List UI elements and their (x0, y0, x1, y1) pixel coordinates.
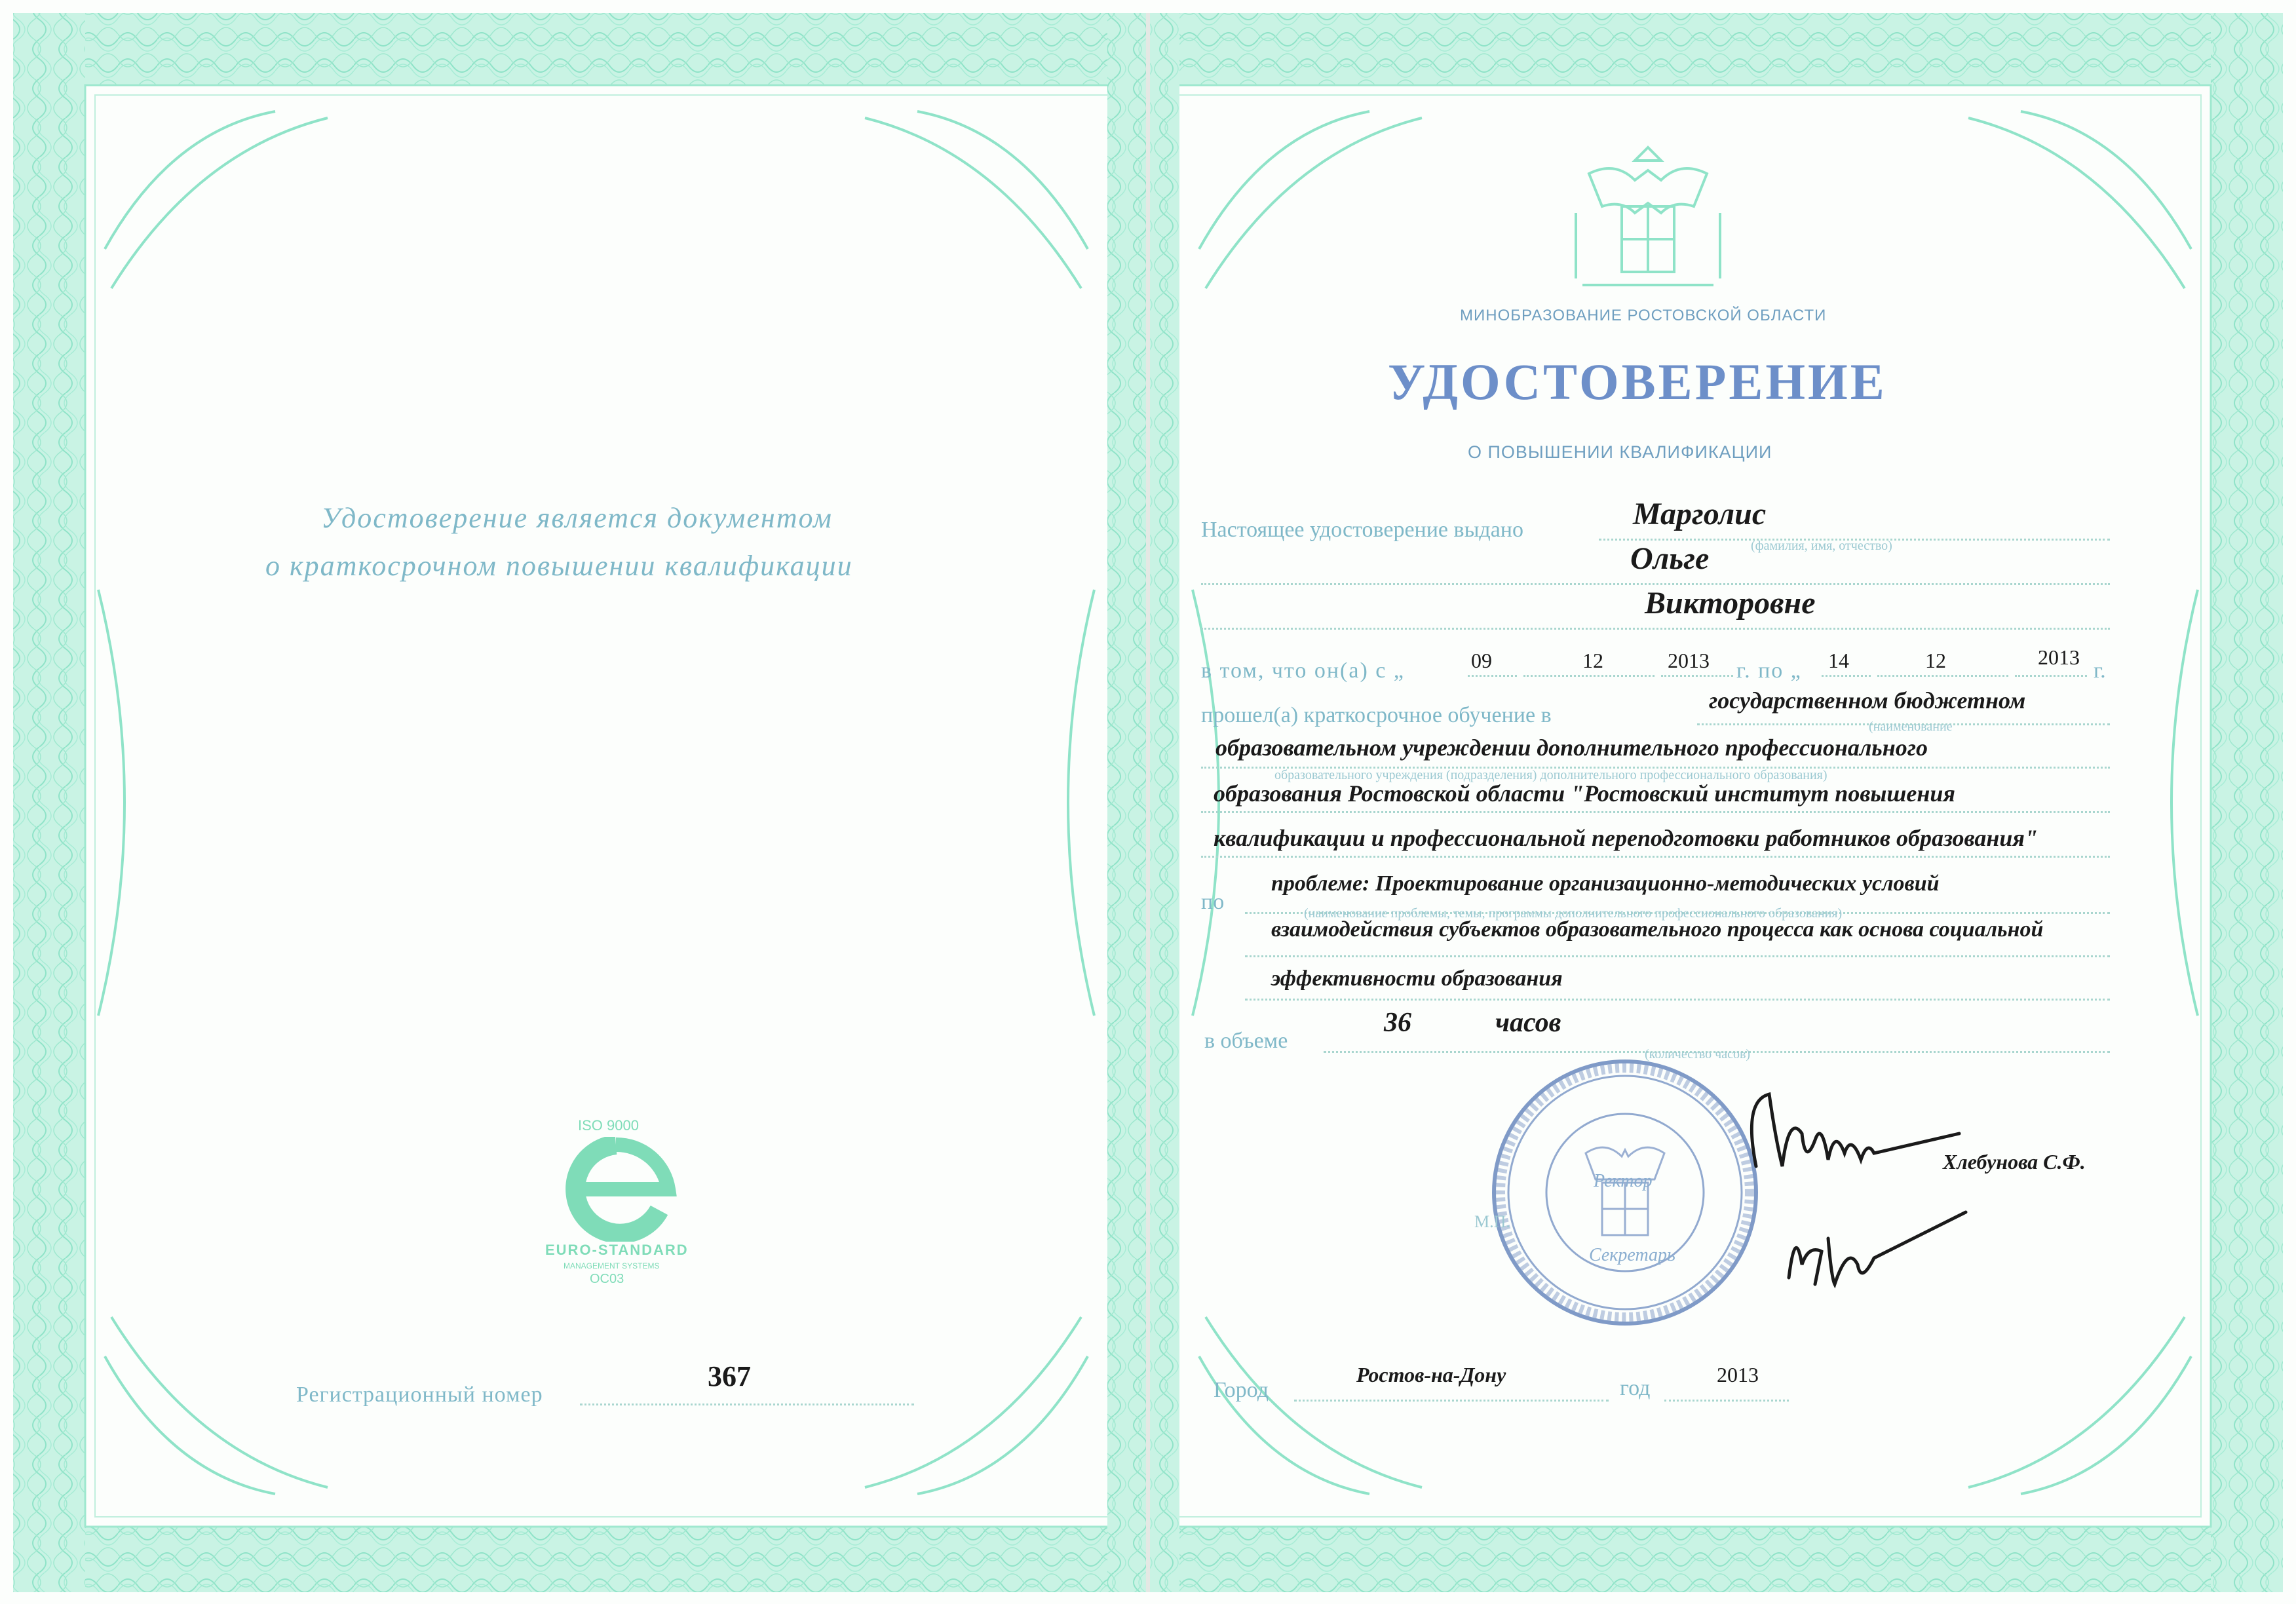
iso-logo (537, 1117, 695, 1301)
secretary-signature (1769, 1199, 1979, 1304)
institution-hint-2: образовательного учреждения (подразделения) дополнительного профессионального образования) (1274, 768, 1827, 782)
institution-line-2: образовательном учреждении дополнительного профессионального (1215, 735, 1928, 761)
volume-label: в объеме (1204, 1029, 1288, 1053)
topic-line-1-text: проблеме: Проектирование организационно-методических условий (1271, 871, 1940, 896)
name-value: Ольге (1630, 541, 1710, 576)
surname-value: Марголис (1633, 497, 1767, 531)
iso-logo-sub: MANAGEMENT SYSTEMS (564, 1261, 660, 1270)
ministry-name: МИНОБРАЗОВАНИЕ РОСТОВСКОЙ ОБЛАСТИ (1460, 307, 1827, 324)
day-from-line (1468, 675, 1517, 677)
topic-line-3-text: эффективности образования (1271, 966, 1563, 991)
iso-logo-top-text: ISO 9000 (578, 1117, 639, 1134)
reg-number-line (580, 1404, 914, 1405)
day-to-line (1822, 675, 1871, 677)
period-from-label: в том, что он(а) с „ (1201, 659, 1405, 683)
euro-standard-e-icon (544, 1137, 688, 1242)
city-label: Город (1214, 1378, 1269, 1402)
document-title: УДОСТОВЕРЕНИЕ (1388, 353, 1887, 410)
rector-name: Хлебунова С.Ф. (1943, 1150, 2086, 1174)
year-from: 2013 (1668, 649, 1710, 672)
city-value: Ростов-на-Дону (1356, 1363, 1506, 1386)
institution-line-4: квалификации и профессиональной переподготовки работников образования" (1214, 825, 2038, 851)
day-from: 09 (1471, 649, 1492, 672)
institution-line-3: образования Ростовской области "Ростовский институт повышения (1214, 780, 1955, 807)
year-to: 2013 (2038, 645, 2080, 669)
left-tagline-line-2: о краткосрочном повышении квалификации (265, 550, 853, 582)
year-label: год (1620, 1376, 1651, 1400)
year-to-line (2015, 675, 2087, 677)
month-from: 12 (1582, 649, 1603, 672)
year-from-line (1661, 675, 1733, 677)
left-tagline-line-1: Удостоверение является документом (321, 502, 833, 534)
month-to-line (1877, 675, 2008, 677)
rector-signature (1730, 1075, 1979, 1206)
issued-label: Настоящее удостоверение выдано (1201, 518, 1524, 542)
patronymic-value: Викторовне (1645, 586, 1816, 621)
day-to: 14 (1828, 649, 1849, 672)
hours-value: 36 (1384, 1008, 1411, 1038)
institution-hint-1: (наименование (1869, 719, 1953, 734)
hours-hint: (количество часов) (1645, 1047, 1751, 1061)
patronymic-line (1201, 628, 2110, 630)
iso-logo-code: OC03 (590, 1272, 624, 1286)
mp-label: М.П. (1474, 1212, 1510, 1231)
topic-line-2 (1245, 955, 2110, 957)
po-label: по (1201, 890, 1225, 914)
month-from-line (1523, 675, 1655, 677)
official-seal (1487, 1055, 1763, 1330)
topic-line-2-text: взаимодействия субъектов образовательного процесса как основа социальной (1271, 917, 2044, 942)
document-subtitle: О ПОВЫШЕНИИ КВАЛИФИКАЦИИ (1468, 442, 1772, 462)
period-g-label: г. (2094, 659, 2106, 683)
studied-label: прошел(а) краткосрочное обучение в (1201, 703, 1552, 727)
secretary-label: Секретарь (1589, 1245, 1675, 1265)
period-to-label: г. по „ (1736, 659, 1802, 683)
inst-line-4 (1201, 856, 2110, 858)
coat-of-arms-icon (1563, 134, 1733, 292)
hours-word: часов (1495, 1008, 1561, 1038)
year-line (1664, 1400, 1789, 1402)
inst-line-3 (1201, 811, 2110, 813)
name-hint: (фамилия, имя, отчество) (1751, 539, 1892, 553)
topic-hint: (наименование проблемы, темы, программы дополнительного профессионального образования) (1304, 906, 1843, 921)
reg-number-value: 367 (708, 1360, 751, 1392)
iso-logo-name: EURO-STANDARD (545, 1242, 689, 1258)
city-line (1294, 1400, 1609, 1402)
rector-label: Ректор (1594, 1171, 1653, 1191)
reg-number-label: Регистрационный номер (296, 1383, 543, 1407)
institution-line-1: государственном бюджетном (1709, 687, 2026, 714)
year-value: 2013 (1717, 1363, 1759, 1386)
topic-line-3 (1245, 999, 2110, 1001)
month-to: 12 (1925, 649, 1946, 672)
